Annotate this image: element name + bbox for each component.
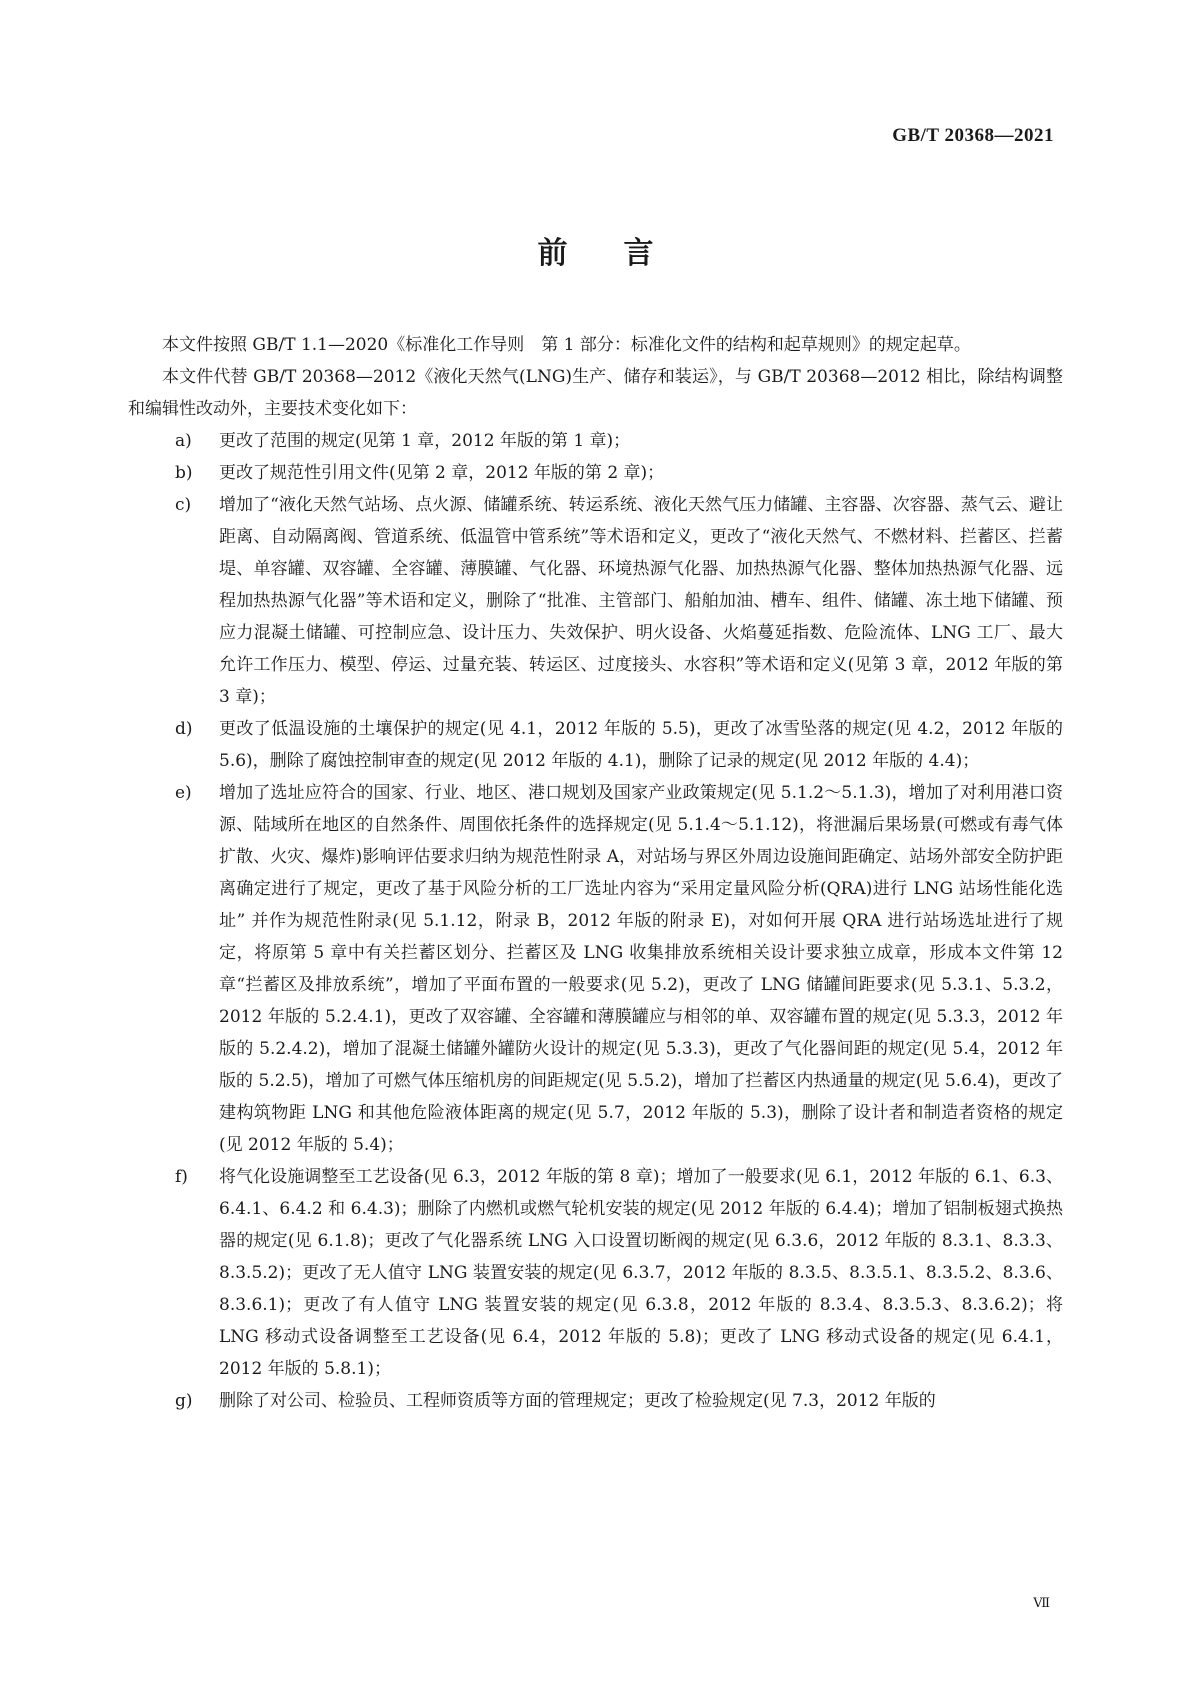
page-title-char-1: 前 xyxy=(537,236,568,271)
list-item-text: 将气化设施调整至工艺设备(见 6.3，2012 年版的第 8 章)；增加了一般要求(见 6.1，2012 年版的 6.1、6.3、6.4.1、6.4.2 和 6.4.3)；删除了内燃机或燃气轮机安装的规定(见 2012 年版的 6.4.4)；增加了铝制板翅式换热器的规定(见 6.1.8)；更改了气化器系统 LNG 入口设置切断阀的规定(见 6.3.6，2012 年版的 8.3.1、8.3.3、8.3.5.2)；更改了无人值守 LNG 装置安装的规定(见 6.3.7，2012 年版的 8.3.5、8.3.5.1、8.3.5.2、8.3.6、8.3.6.1)；更改了有人值守 LNG 装置安装的规定(见 6.3.8，2012 年版的 8.3.4、8.3.5.3、8.3.6.2)；将 LNG 移动式设备调整至工艺设备(见 6.4，2012 年版的 5.8)；更改了 LNG 移动式设备的规定(见 6.4.1，2012 年版的 5.8.1)； xyxy=(219,1167,1063,1379)
preface-body xyxy=(128,329,1063,1417)
list-item xyxy=(128,1161,1063,1385)
list-item xyxy=(128,457,1063,489)
list-marker: g) xyxy=(175,1391,193,1411)
changes-list xyxy=(128,425,1063,1417)
list-marker: c) xyxy=(175,495,192,515)
list-item-text: 增加了“液化天然气站场、点火源、储罐系统、转运系统、液化天然气压力储罐、主容器、次容器、蒸气云、避让距离、自动隔离阀、管道系统、低温管中管系统”等术语和定义，更改了“液化天然气、不燃材料、拦蓄区、拦蓄堤、单容罐、双容罐、全容罐、薄膜罐、气化器、环境热源气化器、加热热源气化器、整体加热热源气化器、远程加热热源气化器”等术语和定义，删除了“批准、主管部门、船舶加油、槽车、组件、储罐、冻土地下储罐、预应力混凝土储罐、可控制应急、设计压力、失效保护、明火设备、火焰蔓延指数、危险流体、LNG 工厂、最大允许工作压力、模型、停运、过量充装、转运区、过度接头、水容积”等术语和定义(见第 3 章，2012 年版的第 3 章)； xyxy=(219,495,1063,707)
page-number: Ⅶ xyxy=(1033,1595,1050,1610)
list-marker: d) xyxy=(175,719,193,739)
list-item-text: 更改了规范性引用文件(见第 2 章，2012 年版的第 2 章)； xyxy=(219,463,665,483)
list-item-text: 更改了范围的规定(见第 1 章，2012 年版的第 1 章)； xyxy=(219,431,631,451)
list-marker: b) xyxy=(175,463,193,483)
intro-paragraph-replacement: 本文件代替 GB/T 20368—2012《液化天然气(LNG)生产、储存和装运》，与 GB/T 20368—2012 相比，除结构调整和编辑性改动外，主要技术变化如下： xyxy=(128,367,1063,419)
list-item xyxy=(128,1385,1063,1417)
list-item xyxy=(128,713,1063,777)
list-item-text: 删除了对公司、检验员、工程师资质等方面的管理规定；更改了检验规定(见 7.3，2012 年版的 xyxy=(219,1391,936,1411)
intro-paragraph-drafting: 本文件按照 GB/T 1.1—2020《标准化工作导则 第 1 部分：标准化文件的结构和起草规则》的规定起草。 xyxy=(162,335,971,355)
list-marker: a) xyxy=(175,431,192,451)
standard-code: GB/T 20368—2021 xyxy=(892,125,1054,146)
list-marker: f) xyxy=(175,1167,188,1187)
list-item xyxy=(128,425,1063,457)
page-title xyxy=(0,228,1191,272)
list-item xyxy=(128,777,1063,1161)
page-title-char-2: 言 xyxy=(623,236,654,271)
list-item-text: 更改了低温设施的土壤保护的规定(见 4.1，2012 年版的 5.5)，更改了冰雪坠落的规定(见 4.2，2012 年版的 5.6)，删除了腐蚀控制审查的规定(见 2012 年版的 4.1)，删除了记录的规定(见 2012 年版的 4.4)； xyxy=(219,719,1063,771)
list-item xyxy=(128,489,1063,713)
list-item-text: 增加了选址应符合的国家、行业、地区、港口规划及国家产业政策规定(见 5.1.2～5.1.3)，增加了对利用港口资源、陆域所在地区的自然条件、周围依托条件的选择规定(见 5.1.4～5.1.12)，将泄漏后果场景(可燃或有毒气体扩散、火灾、爆炸)影响评估要求归纳为规范性附录 A，对站场与界区外周边设施间距确定、站场外部安全防护距离确定进行了规定，更改了基于风险分析的工厂选址内容为“采用定量风险分析(QRA)进行 LNG 站场性能化选址” 并作为规范性附录(见 5.1.12，附录 B，2012 年版的附录 E)，对如何开展 QRA 进行站场选址进行了规定，将原第 5 章中有关拦蓄区划分、拦蓄区及 LNG 收集排放系统相关设计要求独立成章，形成本文件第 12 章“拦蓄区及排放系统”，增加了平面布置的一般要求(见 5.2)，更改了 LNG 储罐间距要求(见 5.3.1、5.3.2，2012 年版的 5.2.4.1)，更改了双容罐、全容罐和薄膜罐应与相邻的单、双容罐布置的规定(见 5.3.3，2012 年版的 5.2.4.2)，增加了混凝土储罐外罐防火设计的规定(见 5.3.3)，更改了气化器间距的规定(见 5.4，2012 年版的 5.2.5)，增加了可燃气体压缩机房的间距规定(见 5.5.2)，增加了拦蓄区内热通量的规定(见 5.6.4)，更改了建构筑物距 LNG 和其他危险液体距离的规定(见 5.7，2012 年版的 5.3)，删除了设计者和制造者资格的规定(见 2012 年版的 5.4)； xyxy=(219,783,1063,1155)
list-marker: e) xyxy=(175,783,192,803)
